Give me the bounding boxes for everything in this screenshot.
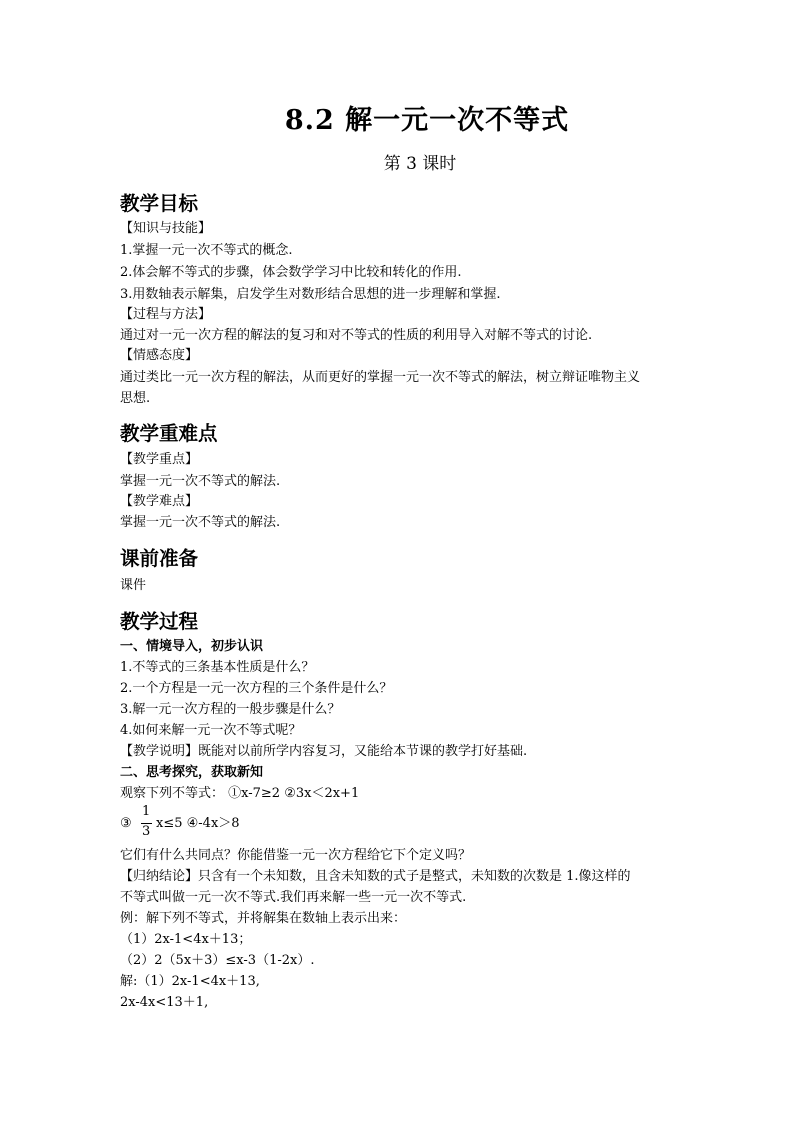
common-question: 它们有什么共同点？你能借鉴一元一次方程给它下个定义吗？ (120, 848, 472, 863)
page-subtitle: 第 3 课时 (383, 154, 457, 174)
solution-line-2: 2x-4x<13＋1, (120, 995, 209, 1010)
question-4: 4.如何来解一元一次不等式呢？ (120, 723, 302, 738)
conclusion-line-2: 不等式叫做一元一次不等式.我们再来解一些一元一次不等式. (120, 890, 467, 905)
knowledge-item-1: 1.掌握一元一次不等式的概念. (120, 243, 293, 258)
teaching-note: 【教学说明】既能对以前所学内容复习，又能给本节课的教学打好基础. (120, 744, 528, 759)
fraction-denominator: 3 (142, 824, 151, 839)
item-3-label: ③ (120, 816, 132, 831)
process-label: 【过程与方法】 (120, 307, 212, 322)
knowledge-label: 【知识与技能】 (120, 221, 212, 236)
attitude-text-line-2: 思想. (120, 391, 151, 406)
section-heading-key-points: 教学重难点 (120, 422, 218, 445)
conclusion-line-1: 【归纳结论】只含有一个未知数，且含未知数的式子是整式，未知数的次数是 1.像这样的 (120, 869, 631, 884)
section-heading-goals: 教学目标 (120, 192, 199, 215)
knowledge-item-3: 3.用数轴表示解集，启发学生对数形结合思想的进一步理解和掌握. (120, 287, 501, 302)
example-2: （2）2（5x＋3）≤x-3（1-2x）. (120, 953, 315, 968)
observe-inequalities: 观察下列不等式： ①x-7≥2 ②3x＜2x+1 (120, 786, 360, 801)
fraction-one-third (141, 804, 153, 842)
example-1: （1）2x-1<4x＋13； (120, 932, 252, 947)
question-2: 2.一个方程是一元一次方程的三个条件是什么？ (120, 681, 393, 696)
part1-title: 一、情境导入，初步认识 (120, 639, 264, 654)
process-text: 通过对一元一次方程的解法的复习和对不等式的性质的利用导入对解不等式的讨论. (120, 328, 593, 343)
fraction-numerator: 1 (142, 804, 151, 819)
difficult-text: 掌握一元一次不等式的解法. (120, 515, 281, 530)
preparation-text: 课件 (120, 578, 147, 593)
attitude-label: 【情感态度】 (120, 348, 199, 363)
example-intro: 例：解下列不等式，并将解集在数轴上表示出来： (120, 911, 407, 926)
question-3: 3.解一元一次方程的一般步骤是什么？ (120, 702, 341, 717)
question-1: 1.不等式的三条基本性质是什么？ (120, 660, 315, 675)
key-text: 掌握一元一次不等式的解法. (120, 474, 281, 489)
page-title: 8.2 解一元一次不等式 (284, 105, 570, 136)
item-3-rest: x≤5 ④-4x＞8 (156, 816, 240, 831)
part2-title: 二、思考探究，获取新知 (120, 765, 264, 780)
section-heading-process: 教学过程 (120, 610, 199, 633)
solution-line-1: 解:（1）2x-1<4x＋13, (120, 974, 260, 989)
key-label: 【教学重点】 (120, 452, 199, 467)
knowledge-item-2: 2.体会解不等式的步骤，体会数学学习中比较和转化的作用. (120, 265, 462, 280)
attitude-text-line-1: 通过类比一元一次方程的解法，从而更好的掌握一元一次不等式的解法，树立辩证唯物主义 (120, 370, 641, 385)
difficult-label: 【教学难点】 (120, 494, 199, 509)
section-heading-preparation: 课前准备 (120, 547, 199, 570)
